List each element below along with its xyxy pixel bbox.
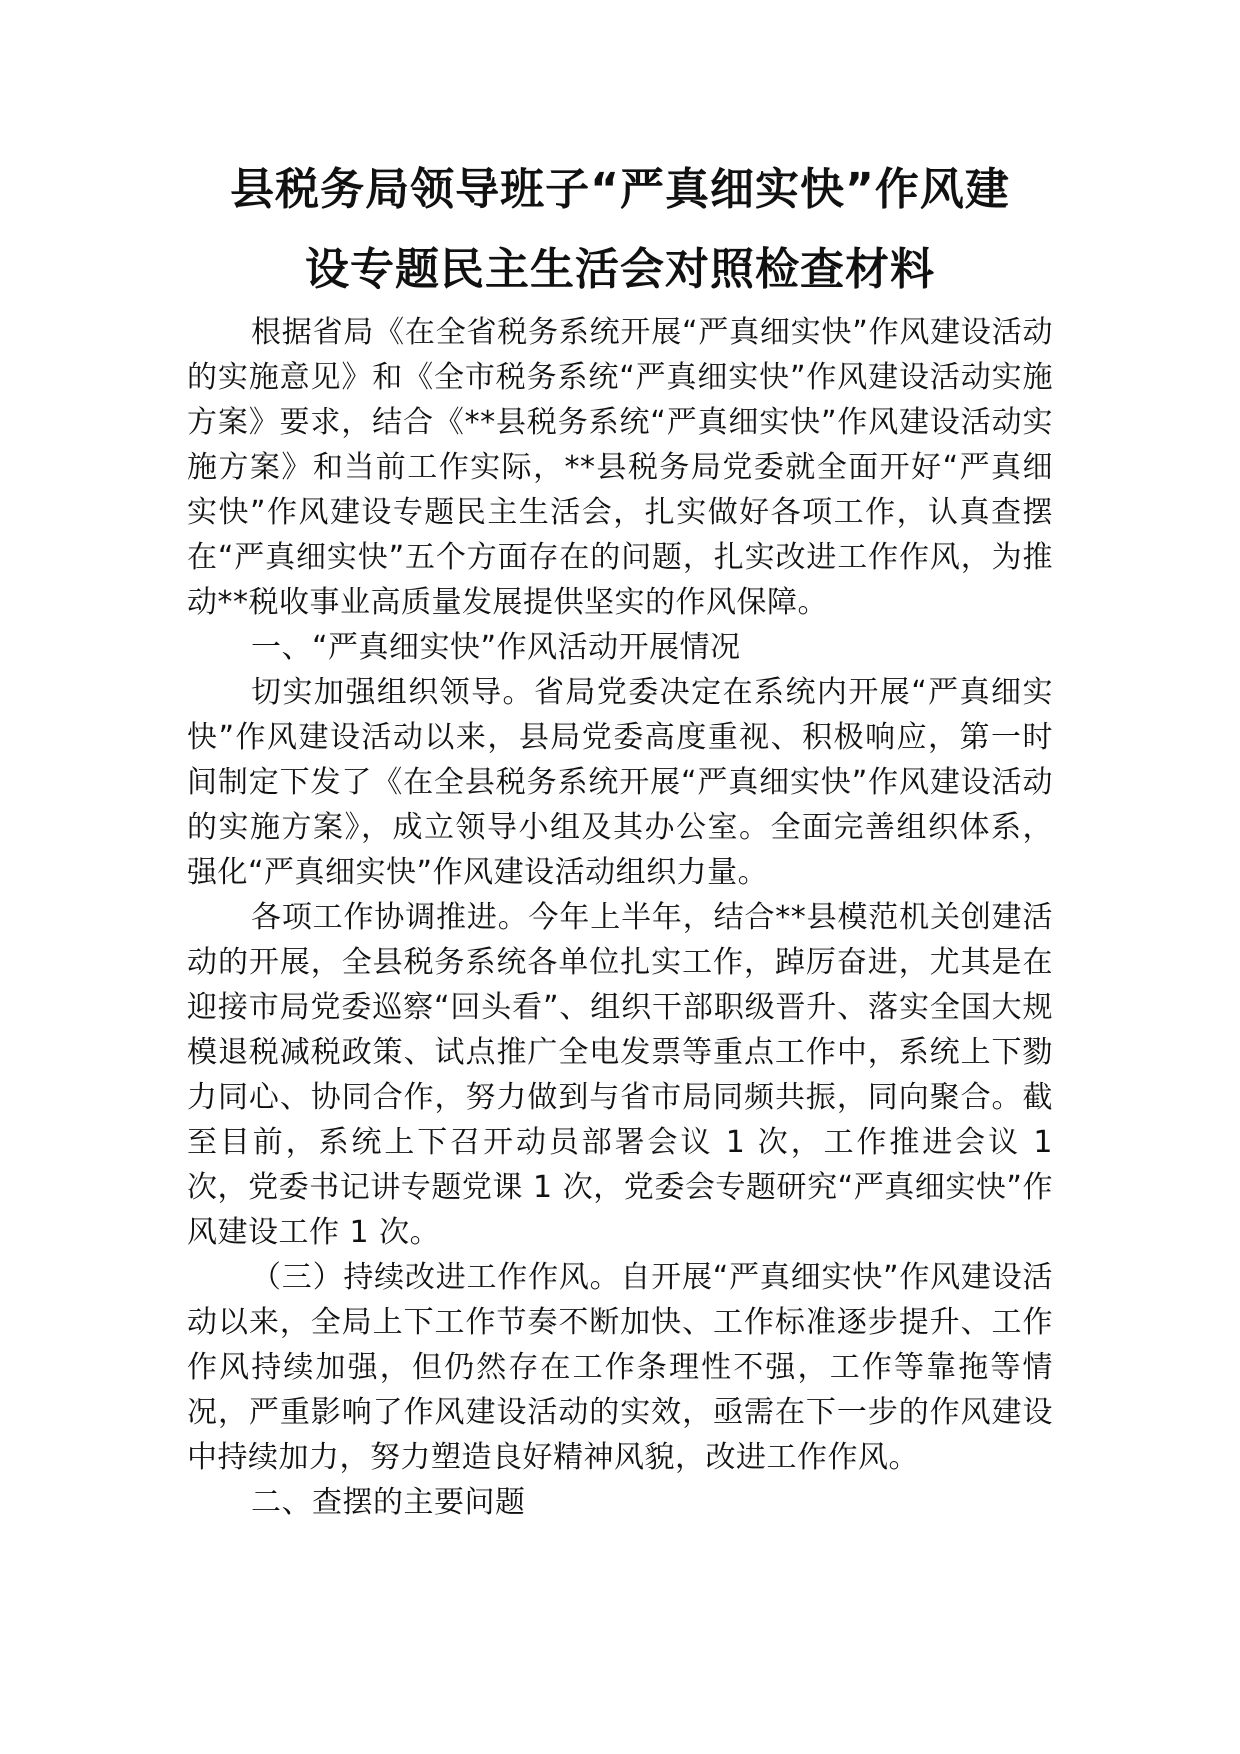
paragraph-organization-leadership: 切实加强组织领导。省局党委决定在系统内开展“严真细实快”作风建设活动以来，县局党委高度重视、积极响应，第一时间制定下发了《在全县税务系统开展“严真细实快”作风建设活动的实施方案》，成立领导小组及其办公室。全面完善组织体系，强化“严真细实快”作风建设活动组织力量。	[187, 675, 1053, 890]
document-body	[187, 310, 1053, 1525]
document-page	[187, 150, 1053, 1525]
document-title	[187, 150, 1053, 310]
intro-paragraph: 根据省局《在全省税务系统开展“严真细实快”作风建设活动的实施意见》和《全市税务系统“严真细实快”作风建设活动实施方案》要求，结合《**县税务系统“严真细实快”作风建设活动实施方案》和当前工作实际，**县税务局党委就全面开好“严真细实快”作风建设专题民主生活会，扎实做好各项工作，认真查摆在“严真细实快”五个方面存在的问题，扎实改进工作作风，为推动**税收事业高质量发展提供坚实的作风保障。	[187, 315, 1053, 620]
paragraph-coordination: 各项工作协调推进。今年上半年，结合**县模范机关创建活动的开展，全县税务系统各单位扎实工作，踔厉奋进，尤其是在迎接市局党委巡察“回头看”、组织干部职级晋升、落实全国大规模退税减税政策、试点推广全电发票等重点工作中，系统上下勠力同心、协同合作，努力做到与省市局同频共振，同向聚合。截至目前，系统上下召开动员部署会议 1 次，工作推进会议 1 次，党委书记讲专题党课 1 次，党委会专题研究“严真细实快”作风建设工作 1 次。	[187, 900, 1053, 1250]
section-heading-2: 二、查摆的主要问题	[251, 1485, 526, 1520]
title-line-2: 设专题民主生活会对照检查材料	[305, 244, 935, 295]
paragraph-work-style: （三）持续改进工作作风。自开展“严真细实快”作风建设活动以来，全局上下工作节奏不断加快、工作标准逐步提升、工作作风持续加强，但仍然存在工作条理性不强，工作等靠拖等情况，严重影响了作风建设活动的实效，亟需在下一步的作风建设中持续加力，努力塑造良好精神风貌，改进工作作风。	[187, 1260, 1053, 1475]
section-heading-1: 一、“严真细实快”作风活动开展情况	[251, 630, 741, 665]
title-line-1: 县税务局领导班子“严真细实快”作风建	[230, 164, 1010, 215]
